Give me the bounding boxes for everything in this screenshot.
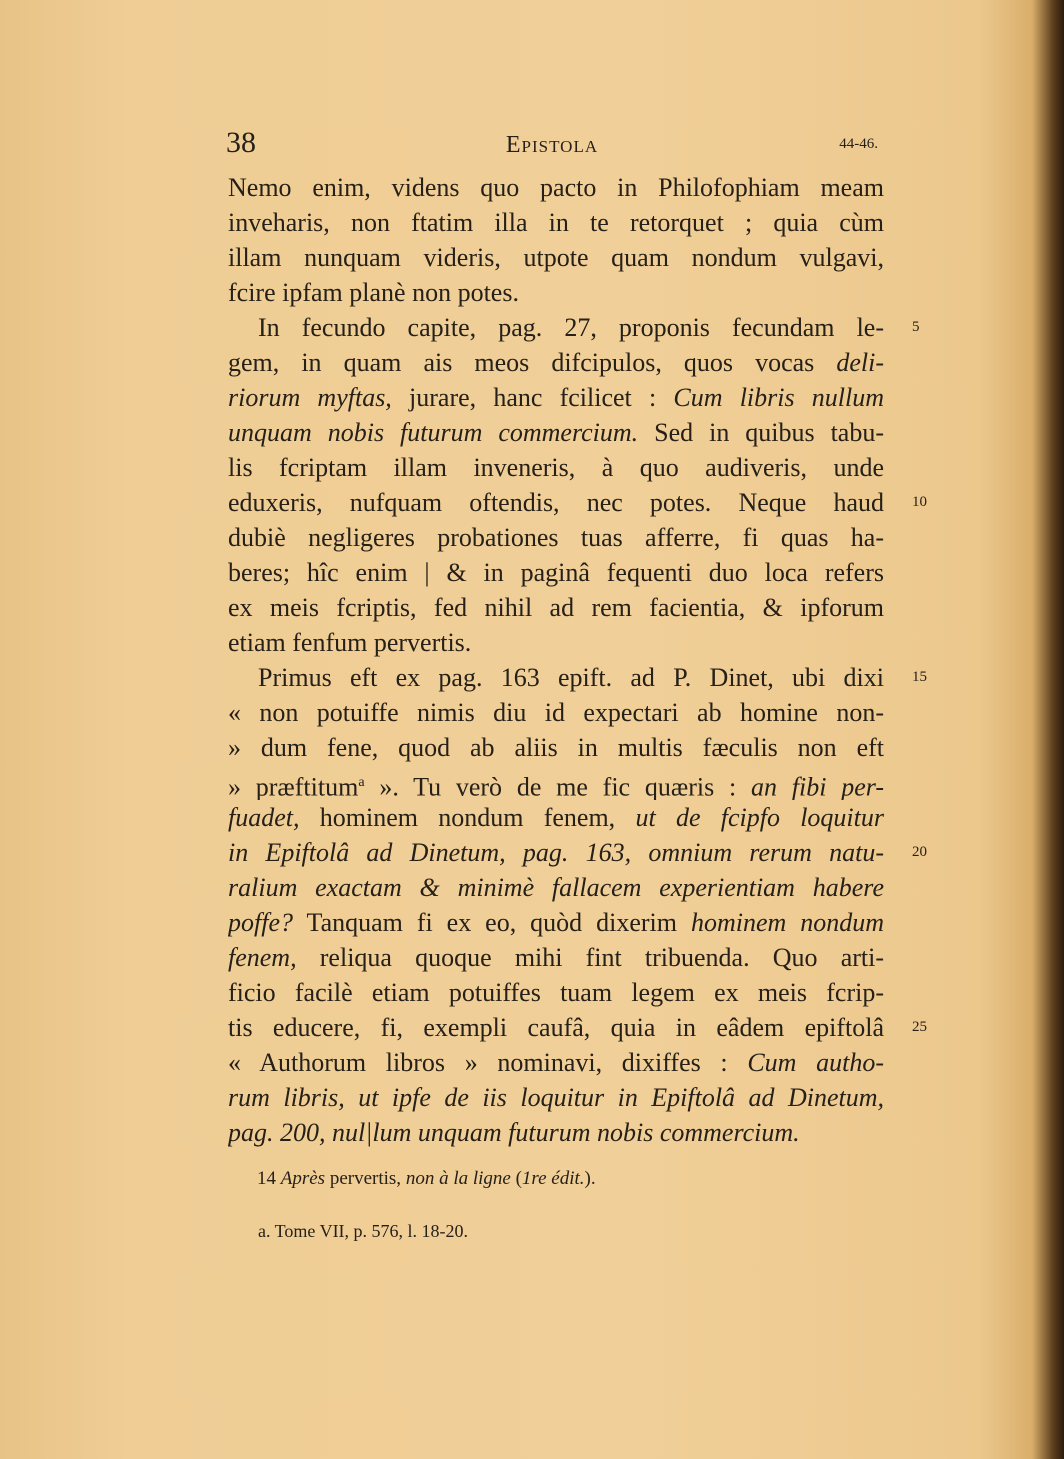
line-number: 10: [912, 494, 927, 510]
main-text: [228, 170, 884, 1150]
text-line: fcire ipfam planè non potes.: [228, 278, 519, 307]
text-line: illam nunquam videris, utpote quam nondum vulgavi,: [228, 243, 884, 272]
text-line: » præftitum$^a$ ». Tu verò de me fic quæris : an fibi per-: [228, 772, 884, 800]
text-line: fuadet, hominem nondum fenem, ut de fcipfo loquitur: [228, 803, 884, 832]
text-line: gem, in quam ais meos difcipulos, quos vocas deli-: [228, 348, 884, 377]
line-number: 15: [912, 669, 927, 685]
text-line: in Epiftolâ ad Dinetum, pag. 163, omnium rerum natu-: [228, 838, 884, 867]
text-line: dubiè negligeres probationes tuas afferre, fi quas ha-: [228, 523, 884, 552]
text-line: inveharis, non ftatim illa in te retorquet ; quia cùm: [228, 208, 884, 237]
text-line: ralium exactam & minimè fallacem experientiam habere: [228, 873, 884, 902]
text-line: riorum myftas, jurare, hanc fcilicet : Cum libris nullum: [228, 383, 884, 412]
footnote-variant: 14 Après pervertis, non à la ligne (1re édit.).: [257, 1168, 596, 1189]
text-line: lis fcriptam illam inveneris, à quo audiveris, unde: [228, 453, 884, 482]
text-line: beres; hîc enim | & in paginâ fequenti duo loca refers: [228, 558, 884, 587]
text-line: ficio facilè etiam potuiffes tuam legem ex meis fcrip-: [228, 978, 884, 1007]
text-line: » dum fene, quod ab aliis in multis fæculis non eft: [228, 733, 884, 762]
text-line: ex meis fcriptis, fed nihil ad rem facientia, & ipforum: [228, 593, 884, 622]
footnote-ref: a: [358, 775, 365, 790]
text-line: « Authorum libros » nominavi, dixiffes : Cum autho-: [228, 1048, 884, 1077]
text-line: etiam fenfum pervertis.: [228, 628, 472, 657]
text-line: Primus eft ex pag. 163 epift. ad P. Dinet, ubi dixi: [258, 663, 884, 692]
text-line: In fecundo capite, pag. 27, proponis fecundam le-: [258, 313, 884, 342]
text-line: Nemo enim, videns quo pacto in Philofophiam meam: [228, 173, 884, 202]
text-line: poffe? Tanquam fi ex eo, quòd dixerim hominem nondum: [228, 908, 884, 937]
text-line: eduxeris, nufquam oftendis, nec potes. Neque haud: [228, 488, 884, 517]
page-range: 44-46.: [839, 136, 878, 152]
footnote-reference: a. Tome VII, p. 576, l. 18-20.: [258, 1221, 469, 1241]
line-number: 25: [912, 1019, 927, 1035]
page-header: [226, 128, 878, 168]
text-line: rum libris, ut ipfe de iis loquitur in Epiftolâ ad Dinetum,: [228, 1083, 884, 1112]
text-line: unquam nobis futurum commercium. Sed in quibus tabu-: [228, 418, 884, 447]
text-line: « non potuiffe nimis diu id expectari ab homine non-: [228, 698, 884, 727]
text-line: tis educere, fi, exempli caufâ, quia in eâdem epiftolâ: [228, 1013, 884, 1042]
page-number: 38: [226, 126, 256, 159]
running-title: Epistola: [505, 132, 599, 158]
text-line: pag. 200, nul|lum unquam futurum nobis commercium.: [228, 1118, 800, 1147]
text-line: fenem, reliqua quoque mihi fint tribuenda. Quo arti-: [228, 943, 884, 972]
line-number: 5: [912, 319, 920, 335]
line-number: 20: [912, 844, 927, 860]
